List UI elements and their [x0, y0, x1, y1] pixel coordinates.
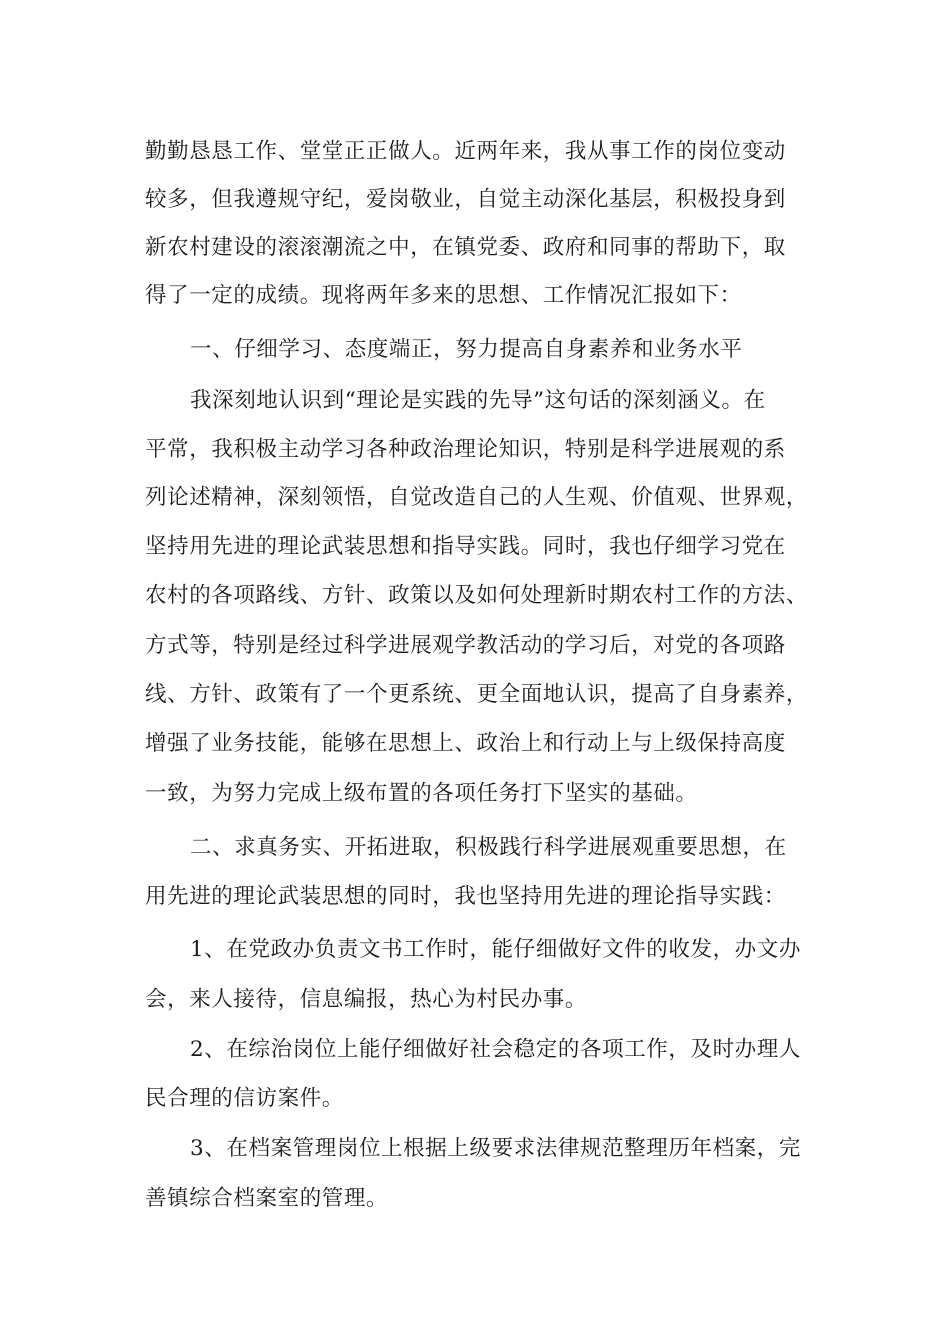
- body-text-line: 列论述精神，深刻领悟，自觉改造自己的人生观、价值观、世界观，: [145, 485, 809, 510]
- list-item-1: 1、在党政办负责文书工作时，能仔细做好文件的收发，办文办: [190, 937, 801, 962]
- body-text-line: 一致，为努力完成上级布置的各项任务打下坚实的基础。: [145, 781, 698, 806]
- body-text-line: 我深刻地认识到“理论是实践的先导”这句话的深刻涵义。在: [190, 388, 766, 413]
- section-heading-2: 二、求真务实、开拓进取，积极践行科学进展观重要思想，在: [190, 835, 787, 860]
- body-text-line: 平常，我积极主动学习各种政治理论知识，特别是科学进展观的系: [145, 437, 786, 462]
- list-item-2: 2、在综治岗位上能仔细做好社会稳定的各项工作，及时办理人: [190, 1037, 801, 1062]
- body-text-line: 线、方针、政策有了一个更系统、更全面地认识，提高了自身素养，: [145, 682, 809, 707]
- body-text-line: 用先进的理论武装思想的同时，我也坚持用先进的理论指导实践：: [145, 884, 786, 909]
- body-text-line: 民合理的信访案件。: [145, 1086, 344, 1111]
- list-item-3: 3、在档案管理岗位上根据上级要求法律规范整理历年档案，完: [190, 1136, 801, 1161]
- body-text-line: 坚持用先进的理论武装思想和指导实践。同时，我也仔细学习党在: [145, 534, 786, 559]
- body-text-line: 方式等，特别是经过科学进展观学教活动的学习后，对党的各项路: [145, 633, 786, 658]
- body-text-line: 农村的各项路线、方针、政策以及如何处理新时期农村工作的方法、: [145, 583, 809, 608]
- section-heading-1: 一、仔细学习、态度端正，努力提高自身素养和业务水平: [190, 337, 743, 362]
- body-text-line: 较多，但我遵规守纪，爱岗敬业，自觉主动深化基层，积极投身到: [145, 187, 786, 212]
- body-text-line: 增强了业务技能，能够在思想上、政治上和行动上与上级保持高度: [145, 731, 786, 756]
- body-text-line: 新农村建设的滚滚潮流之中，在镇党委、政府和同事的帮助下，取: [145, 235, 786, 260]
- body-text-line: 勤勤恳恳工作、堂堂正正做人。近两年来，我从事工作的岗位变动: [145, 139, 786, 164]
- body-text-line: 会，来人接待，信息编报，热心为村民办事。: [145, 987, 588, 1012]
- body-text-line: 善镇综合档案室的管理。: [145, 1186, 389, 1211]
- body-text-line: 得了一定的成绩。现将两年多来的思想、工作情况汇报如下：: [145, 283, 742, 308]
